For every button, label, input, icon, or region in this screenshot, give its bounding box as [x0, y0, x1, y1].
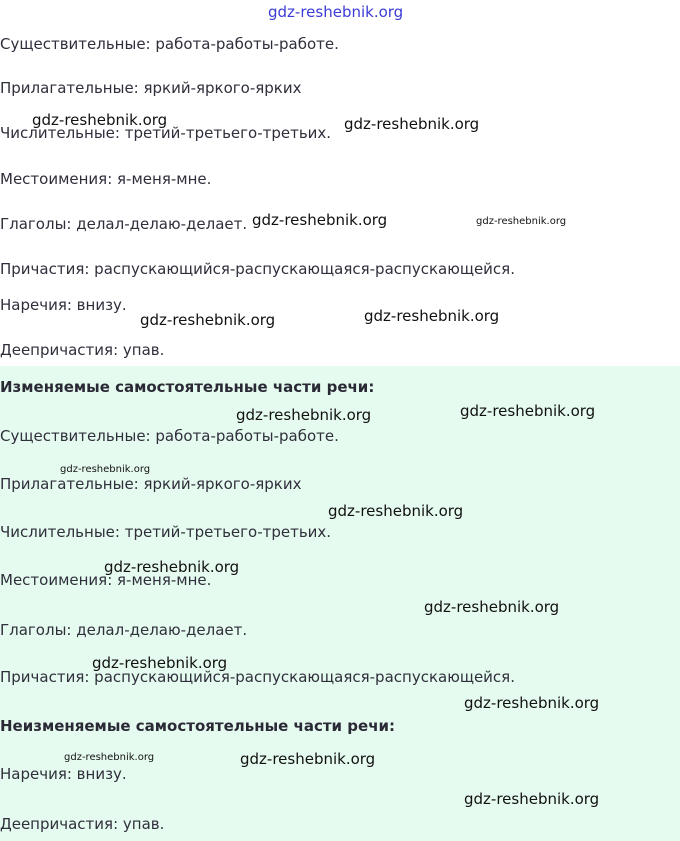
watermark: gdz-reshebnik.org — [140, 311, 276, 329]
watermark: gdz-reshebnik.org — [240, 750, 376, 768]
watermark: gdz-reshebnik.org — [364, 307, 500, 325]
watermark: gdz-reshebnik.org — [60, 464, 151, 475]
text-line: Причастия: распускающийся-распускающаяся-распускающейся. — [0, 260, 515, 278]
watermark: gdz-reshebnik.org — [32, 111, 168, 129]
text-line: Числительные: третий-третьего-третьих. — [0, 523, 332, 541]
watermark: gdz-reshebnik.org — [460, 402, 596, 420]
text-line: Деепричастия: упав. — [0, 341, 165, 359]
text-line: Глаголы: делал-делаю-делает. — [0, 215, 248, 233]
text-line: Прилагательные: яркий-яркого-ярких — [0, 475, 302, 493]
watermark: gdz-reshebnik.org — [236, 406, 372, 424]
watermark: gdz-reshebnik.org — [424, 598, 560, 616]
text-line: Наречия: внизу. — [0, 765, 127, 783]
text-line: Местоимения: я-меня-мне. — [0, 571, 212, 589]
watermark: gdz-reshebnik.org — [252, 211, 388, 229]
text-line: Причастия: распускающийся-распускающаяся-распускающейся. — [0, 668, 515, 686]
text-line: Существительные: работа-работы-работе. — [0, 427, 339, 445]
text-line: Глаголы: делал-делаю-делает. — [0, 621, 248, 639]
text-line: Числительные: третий-третьего-третьих. — [0, 124, 332, 142]
text-line: Местоимения: я-меня-мне. — [0, 170, 212, 188]
section-heading: Изменяемые самостоятельные части речи: — [0, 378, 375, 396]
watermark: gdz-reshebnik.org — [464, 790, 600, 808]
watermark: gdz-reshebnik.org — [344, 115, 480, 133]
section-heading: Неизменяемые самостоятельные части речи: — [0, 717, 395, 735]
text-line: Существительные: работа-работы-работе. — [0, 35, 339, 53]
watermark: gdz-reshebnik.org — [104, 558, 240, 576]
watermark: gdz-reshebnik.org — [268, 3, 404, 21]
watermark: gdz-reshebnik.org — [92, 654, 228, 672]
watermark: gdz-reshebnik.org — [64, 752, 155, 763]
watermark: gdz-reshebnik.org — [476, 216, 567, 227]
text-line: Наречия: внизу. — [0, 296, 127, 314]
text-line: Прилагательные: яркий-яркого-ярких — [0, 79, 302, 97]
watermark: gdz-reshebnik.org — [328, 502, 464, 520]
watermark: gdz-reshebnik.org — [464, 694, 600, 712]
text-line: Деепричастия: упав. — [0, 815, 165, 833]
